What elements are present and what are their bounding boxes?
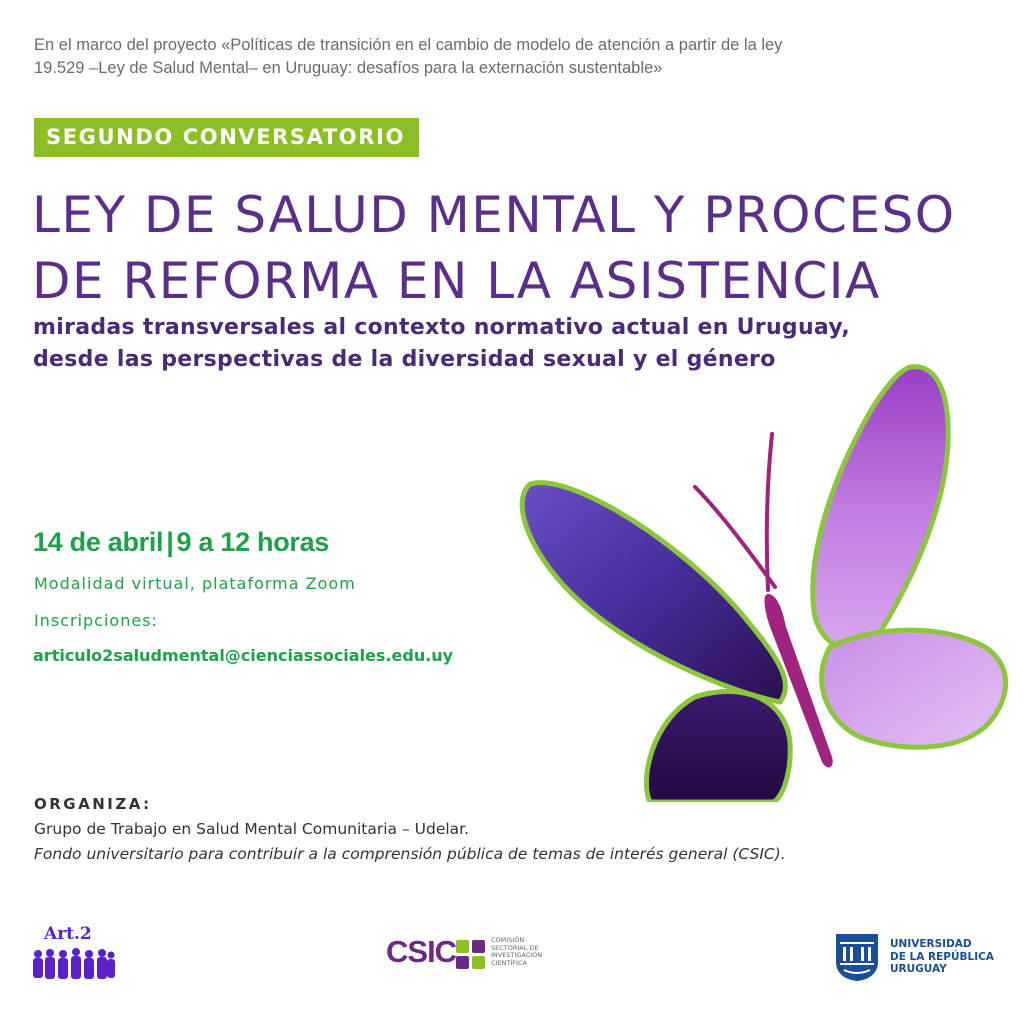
right-lower-wing	[822, 630, 1006, 747]
art2-logo-text: Art.2	[44, 924, 92, 944]
event-modality: Modalidad virtual, plataforma Zoom	[34, 574, 356, 593]
butterfly-antenna-left	[695, 487, 775, 587]
event-title	[32, 182, 1012, 314]
udelar-name	[890, 938, 994, 976]
event-date: 14 de abril	[33, 527, 164, 557]
title-line-1: LEY DE SALUD MENTAL Y PROCESO	[32, 186, 956, 244]
butterfly-illustration	[510, 362, 1020, 802]
intro-line-1: En el marco del proyecto «Políticas de transición en el cambio de modelo de atención a partir de la ley	[34, 36, 783, 54]
organizers-heading: ORGANIZA:	[34, 795, 152, 813]
udelar-logo	[834, 932, 1004, 982]
art2-logo	[30, 924, 116, 986]
csic-description	[491, 937, 581, 967]
right-upper-wing	[813, 367, 948, 648]
csic-desc-line-4: CIENTÍFICA	[491, 958, 527, 967]
left-upper-wing	[522, 483, 785, 702]
csic-squares-icon	[456, 940, 486, 970]
subtitle-line-2: desde las perspectivas de la diversidad sexual y el género	[33, 347, 776, 372]
udelar-line-2: DE LA REPÚBLICA	[890, 950, 994, 963]
csic-desc-line-3: INVESTIGACIÓN	[491, 951, 543, 960]
organizer-1: Grupo de Trabajo en Salud Mental Comunitaria – Udelar.	[34, 820, 470, 838]
university-shield-icon	[834, 932, 880, 982]
event-badge: SEGUNDO CONVERSATORIO	[34, 118, 419, 157]
intro-line-2: 19.529 –Ley de Salud Mental– en Uruguay: desafíos para la externación sustentable»	[34, 59, 663, 77]
registration-email-link[interactable]: articulo2saludmental@cienciassociales.edu.uy	[33, 646, 454, 665]
date-separator: |	[166, 527, 174, 557]
udelar-line-1: UNIVERSIDAD	[890, 938, 972, 950]
udelar-line-3: URUGUAY	[890, 963, 947, 975]
registration-label: Inscripciones:	[34, 611, 158, 630]
project-intro	[34, 34, 914, 80]
people-silhouettes-icon	[30, 948, 116, 984]
left-lower-wing	[646, 691, 790, 802]
csic-desc-line-2: SECTORIAL DE	[491, 943, 539, 952]
organizer-2: Fondo universitario para contribuir a la comprensión pública de temas de interés general (CSIC).	[34, 845, 786, 863]
title-line-2: DE REFORMA EN LA ASISTENCIA	[32, 252, 881, 310]
csic-logo-text: CSIC	[386, 934, 457, 969]
butterfly-antenna-right	[767, 434, 772, 590]
event-time: 9 a 12 horas	[176, 527, 330, 557]
csic-desc-line-1: COMISIÓN	[491, 936, 525, 944]
event-date-time	[33, 527, 329, 558]
subtitle-line-1: miradas transversales al contexto normativo actual en Uruguay,	[33, 315, 850, 340]
